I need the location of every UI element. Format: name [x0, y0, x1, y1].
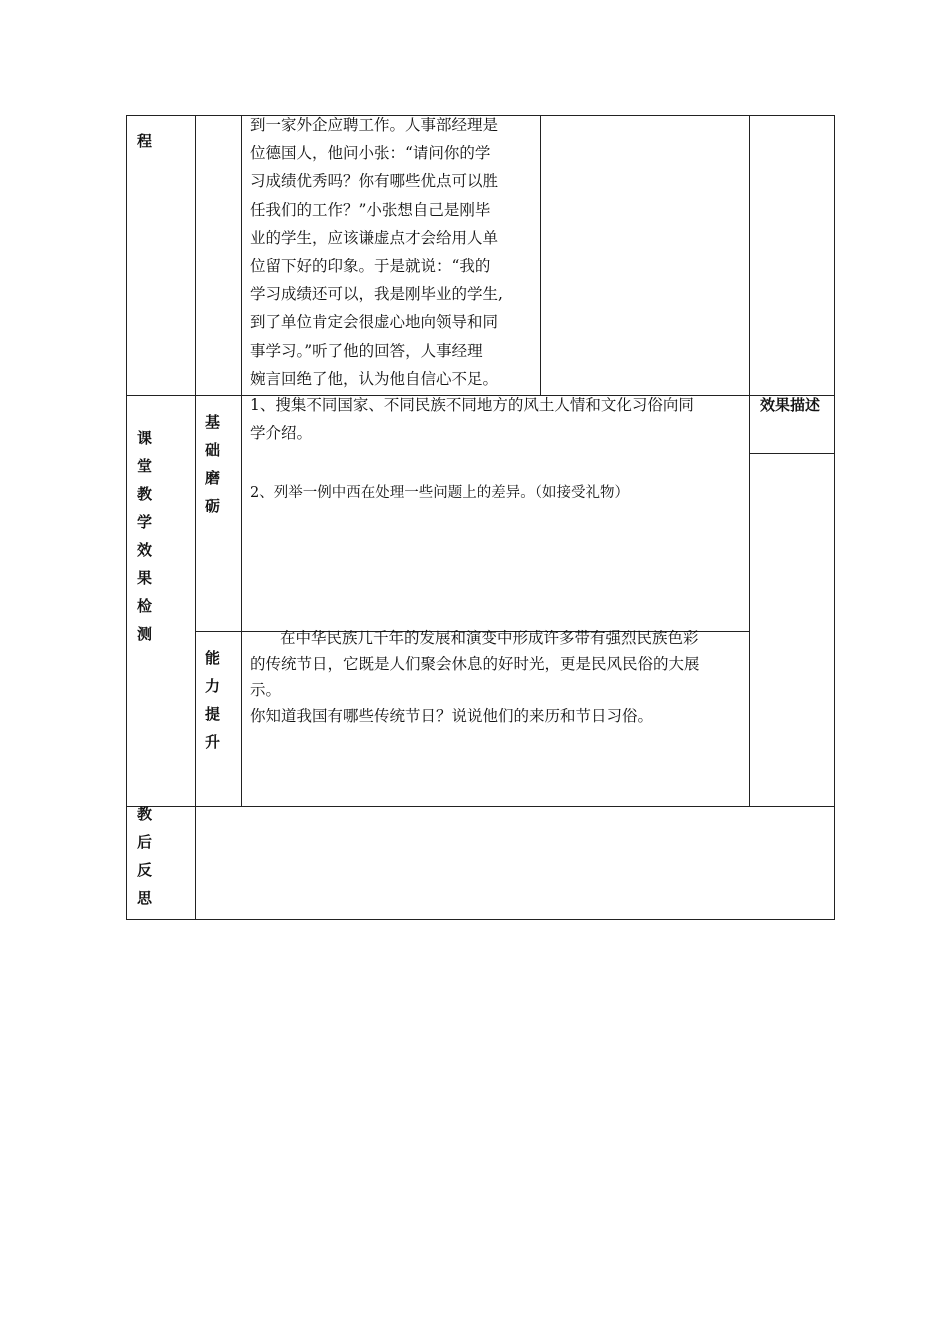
row-label-process: 程 [137, 132, 153, 150]
sub-label-basic: 基础磨砺 [205, 413, 221, 515]
table-right-border [834, 115, 835, 920]
col-divider-1 [195, 115, 196, 920]
story-line: 学习成绩还可以，我是刚毕业的学生, [250, 285, 503, 304]
table-left-border [126, 115, 127, 920]
table-bottom-border [126, 919, 835, 920]
ability-task-line-2: 的传统节日，它既是人们聚会休息的好时光，更是民风民俗的大展 [250, 655, 700, 673]
sub-label-ability: 能力提升 [205, 649, 221, 751]
story-text [250, 111, 540, 393]
ability-task-line-4: 你知道我国有哪些传统节日？说说他们的来历和节日习俗。 [250, 707, 654, 725]
story-line: 任我们的工作？”小张想自己是刚毕 [250, 200, 491, 219]
row-label-classroom-test: 课堂教学效果检测 [137, 429, 153, 643]
col-divider-effect [749, 115, 750, 807]
basic-task-1-line-2: 学介绍。 [250, 424, 313, 442]
effect-header-divider [750, 453, 835, 454]
story-line: 事学习。”听了他的回答，人事经理 [250, 341, 483, 360]
story-line: 到了单位肯定会很虚心地向领导和同 [250, 313, 499, 332]
ability-task-line-1: 在中华民族几千年的发展和演变中形成许多带有强烈民族色彩 [280, 629, 699, 647]
story-line: 位德国人，他问小张：“请问你的学 [250, 144, 491, 163]
story-line: 到一家外企应聘工作。人事部经理是 [250, 116, 499, 134]
basic-task-2: 2、列举一例中西在处理一些问题上的差异。（如接受礼物） [250, 485, 629, 501]
sub-label-effect: 效果描述 [760, 396, 821, 414]
story-line: 业的学生，应该谦虚点才会给用人单 [250, 228, 499, 247]
row-divider-reflection [126, 806, 835, 807]
story-line: 婉言回绝了他，认为他自信心不足。 [250, 369, 499, 388]
ability-task-line-3: 示。 [250, 681, 282, 699]
basic-task-1-line-1: 1、搜集不同国家、不同民族不同地方的风土人情和文化习俗向同 [250, 396, 694, 414]
story-line: 位留下好的印象。于是就说：“我的 [250, 257, 491, 276]
col-divider-story [540, 115, 541, 396]
col-divider-2 [241, 115, 242, 807]
row-label-reflection: 教后反思 [137, 805, 153, 907]
story-line: 习成绩优秀吗？你有哪些优点可以胜 [250, 172, 499, 191]
